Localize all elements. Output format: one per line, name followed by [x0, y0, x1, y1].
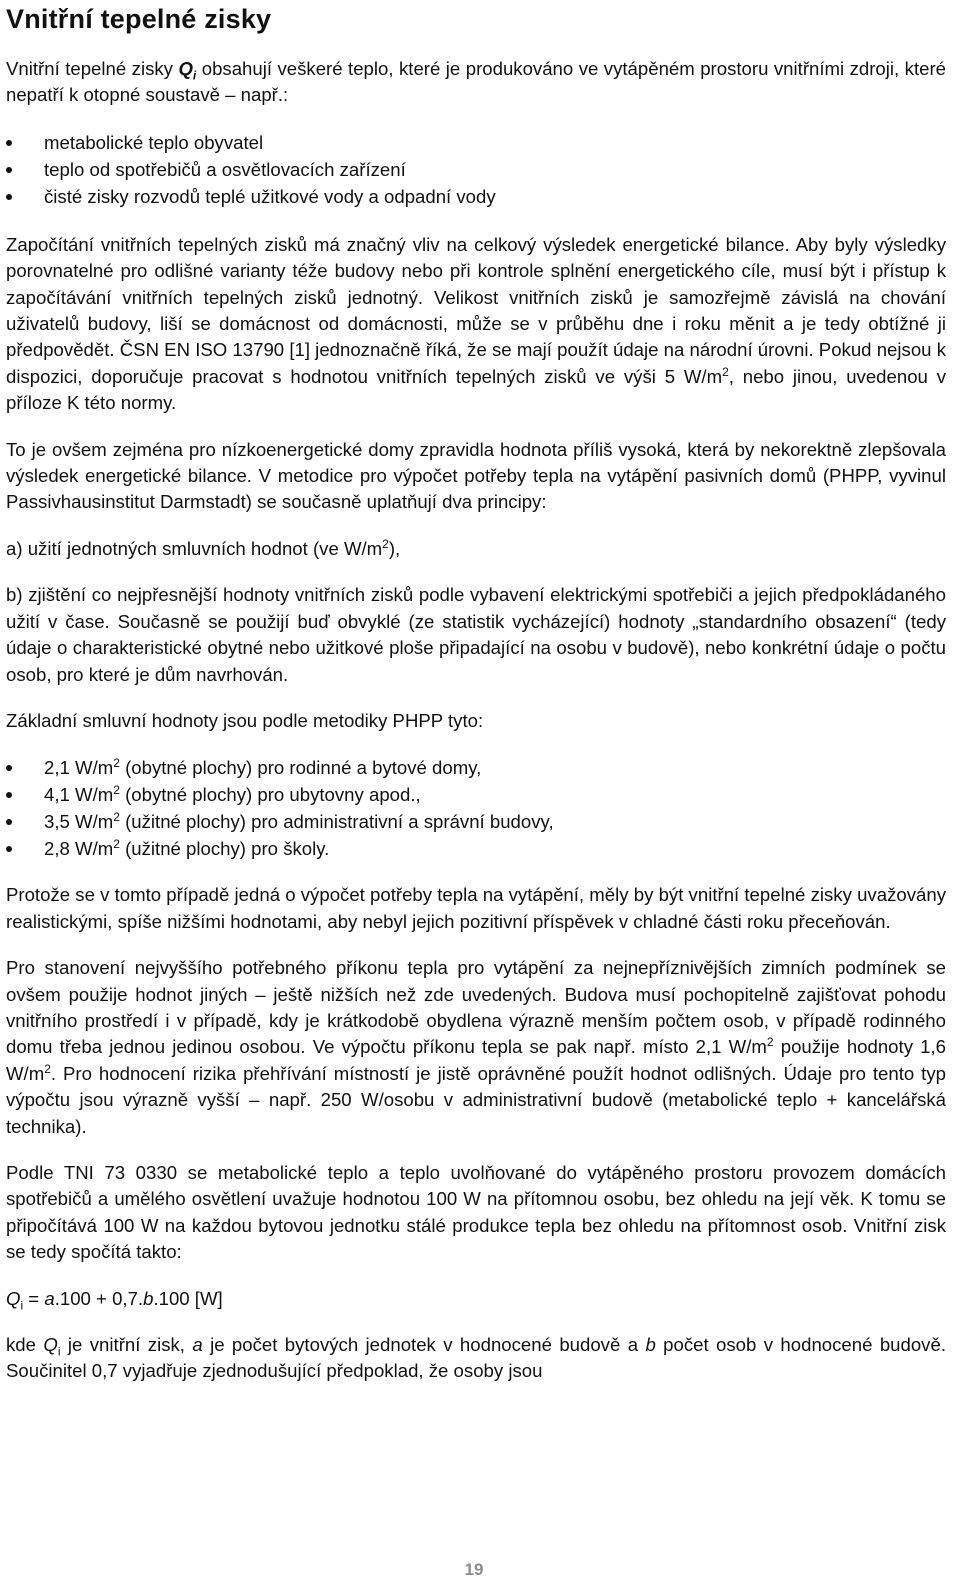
phpp-values-list: [6, 754, 946, 862]
symbol-q: $Q_i$: [178, 58, 197, 83]
heat-sources-list: [6, 129, 946, 210]
list-item: 4,1 $W/m^2$ (obytné plochy) pro ubytovny apod.,: [6, 781, 946, 808]
section-heading: Vnitřní tepelné zisky: [6, 4, 272, 34]
superscript: 2: [722, 364, 729, 379]
bullet-icon: [6, 819, 12, 825]
bullet-icon: [6, 194, 12, 200]
paragraph-tni: Podle TNI 73 0330 se metabolické teplo a teplo uvolňované do vytápěného prostoru provozem domácích spotřebičů a umělého osvětlení uvažuje hodnotou 100 W na přítomnou osobu, bez ohledu na její věk. K tomu se připočítává 100 W na každou bytovou jednotku stálé produkce tepla bez ohledu na přítomnost osob. Vnitřní zisk se tedy spočítá takto:: [6, 1161, 946, 1263]
intro-paragraph: [6, 56, 946, 109]
bullet-icon: [6, 846, 12, 852]
list-item: [6, 156, 946, 183]
list-item-text: čisté zisky rozvodů teplé užitkové vody a odpadní vody: [44, 185, 496, 207]
list-item: [6, 183, 946, 210]
list-item: [6, 129, 946, 156]
superscript: 2: [766, 1035, 774, 1050]
list-item: 2,8 $W/m^2$ (užitné plochy) pro školy.: [6, 835, 946, 862]
principle-a: a) užití jednotných smluvních hodnot (ve $W/m^2$),: [6, 536, 401, 559]
paragraph-low-energy: To je ovšem zejména pro nízkoenergetické domy zpravidla hodnota příliš vysoká, která by nekorektně zlepšovala výsledek energetické bilance. V metodice pro výpočet potřeby tepla na vytápění pasivních domů (PHPP, vyvinul Passivhausinstitut Darmstadt) se současně uplatňují dva principy:: [6, 438, 946, 513]
paragraph-realistic: Protože se v tomto případě jedná o výpočet potřeby tepla na vytápění, měly by být vnitřní tepelné zisky uvažovány realistickými, spíše nižšími hodnotami, aby nebyl jejich pozitivní příspěvek v chladné části roku přeceňován.: [6, 884, 946, 932]
list-item-text: teplo od spotřebičů a osvětlovacích zařízení: [44, 158, 406, 180]
list-item-text: metabolické teplo obyvatel: [44, 131, 264, 153]
bullet-icon: [6, 167, 12, 173]
symbol-subscript: i: [192, 68, 197, 83]
symbol-subscript: i: [20, 1298, 24, 1313]
formula: $Q_i = a.100 + 0,7.b.100$ [W]: [6, 1287, 223, 1313]
paragraph-influence: Započítání vnitřních tepelných zisků má značný vliv na celkový výsledek energetické bilance. Aby byly výsledky porovnatelné pro odlišné varianty téže budovy nebo při kontrole splnění energetického cíle, musí být i přístup k započítávání vnitřních tepelných zisků jednotný. Velikost vnitřních zisků je samozřejmě závislá na chování uživatelů budovy, liší se domácnost od domácnosti, může se v průběhu dne i roku měnit a je tedy obtížné ji předpovědět. ČSN EN ISO 13790 [1] jednoznačně říká, že se mají použít údaje na národní úrovni. Pokud nejsou k dispozici, doporučuje pracovat s hodnotou vnitřních tepelných zisků ve výši 5 $W/m^2$, nebo jinou, uvedenou v příloze K této normy.: [6, 233, 946, 414]
phpp-intro: Základní smluvní hodnoty jsou podle metodiky PHPP tyto:: [6, 709, 484, 731]
bullet-icon: [6, 765, 12, 771]
intro-text-1: Vnitřní tepelné zisky: [6, 58, 179, 79]
superscript: 2: [44, 1061, 51, 1076]
list-item: 3,5 $W/m^2$ (užitné plochy) pro administrativní a správní budovy,: [6, 808, 946, 835]
intro-text-2: obsahují veškeré teplo, které je produkováno ve vytápěném prostoru vnitřními zdroji, které nepatří k otopné soustavě – např.:: [6, 58, 946, 106]
paragraph-heating-load: Pro stanovení nejvyššího potřebného příkonu tepla pro vytápění za nejnepříznivějších zimních podmínek se ovšem použije hodnot jiných – ještě nižších než zde uvedených. Budova musí pochopitelně zajišťovat pohodu vnitřního prostředí i v případě, kdy je krátkodobě obydlena výrazně menším počtem osob, v případě rodinného domu třeba jednou jedinou osobou. Ve výpočtu příkonu tepla se pak např. místo 2,1 $W/m^2$ použije hodnoty 1,6 $W/m^2$. Pro hodnocení rizika přehřívání místností je jistě oprávněné použít hodnot odlišných. Údaje pro tento typ výpočtu jsou výrazně vyšší – např. 250 W/osobu v administrativní budově (metabolické teplo + kancelářská technika).: [6, 957, 947, 1137]
principle-b: b) zjištění co nejpřesnější hodnoty vnitřních zisků podle vybavení elektrickými spotřebiči a jejich předpokládaného užití v čase. Současně se použijí buď obvyklé (ze statistik vycházející) hodnoty „standardního obsazení“ (tedy údaje o charakteristické obytné nebo užitkové ploše připadající na osobu v budově), nebo konkrétní údaje o počtu osob, pro které je dům navrhován.: [6, 584, 946, 685]
symbol-subscript: i: [57, 1344, 61, 1359]
list-item: 2,1 $W/m^2$ (obytné plochy) pro rodinné a bytové domy,: [6, 754, 946, 781]
bullet-icon: [6, 140, 12, 146]
paragraph-definitions: kde $Q_i$ je vnitřní zisk, a je počet bytových jednotek v hodnocené budově a b počet osob v hodnocené budově. Součinitel 0,7 vyjadřuje zjednodušující předpoklad, že osoby jsou: [6, 1334, 946, 1382]
document-page: [6, 0, 946, 1385]
superscript: 2: [382, 536, 389, 551]
bullet-icon: [6, 792, 12, 798]
page-number: 19: [464, 1560, 484, 1579]
